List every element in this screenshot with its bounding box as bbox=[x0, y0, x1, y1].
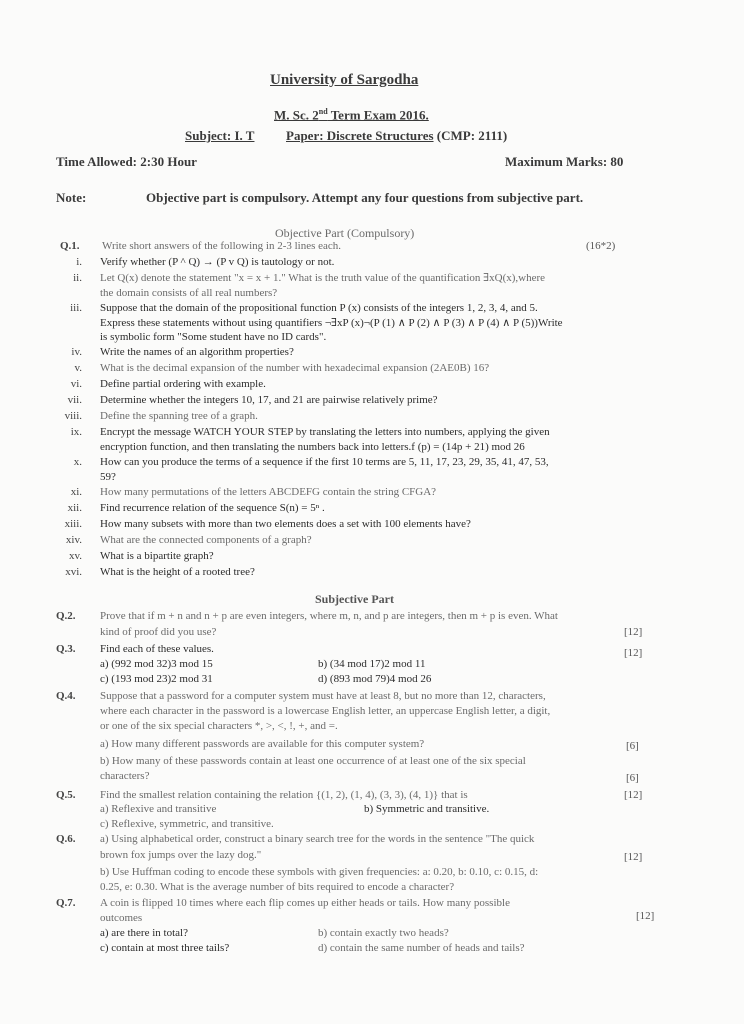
q6-line: b) Use Huffman coding to encode these symbols with given frequencies: a: 0.20, b: 0.10, c: 0.15, d: bbox=[100, 866, 539, 878]
maximum-marks: Maximum Marks: 80 bbox=[505, 154, 624, 169]
q5-part-c: c) Reflexive, symmetric, and transitive. bbox=[100, 818, 274, 830]
objective-item-number: xiv. bbox=[65, 534, 82, 546]
q2-line: Prove that if m + n and n + p are even integers, where m, n, and p are integers, then m + p is even. What bbox=[100, 610, 558, 622]
objective-item-text: Verify whether (P ^ Q) → (P v Q) is tautology or not. bbox=[100, 256, 335, 268]
q5-label: Q.5. bbox=[56, 789, 76, 801]
q4-part-b: b) How many of these passwords contain at least one occurrence of at least one of the six special bbox=[100, 755, 526, 767]
objective-item-text: is symbolic form "Some student have no ID cards". bbox=[100, 331, 327, 343]
objective-item-number: v. bbox=[74, 362, 82, 374]
objective-item-text: Determine whether the integers 10, 17, and 21 are pairwise relatively prime? bbox=[100, 394, 438, 406]
objective-item-text: Write the names of an algorithm properties? bbox=[100, 346, 294, 358]
time-allowed: Time Allowed: 2:30 Hour bbox=[56, 154, 197, 169]
q7-part-b: b) contain exactly two heads? bbox=[318, 927, 449, 939]
objective-item-text: What is the decimal expansion of the number with hexadecimal expansion (2AE0B) 16? bbox=[100, 362, 490, 374]
q5-part-a: a) Reflexive and transitive bbox=[100, 803, 217, 815]
q7-part-a: a) are there in total? bbox=[100, 927, 188, 939]
objective-item-text: What are the connected components of a graph? bbox=[100, 534, 312, 546]
q7-label: Q.7. bbox=[56, 897, 76, 909]
q6-line: brown fox jumps over the lazy dog." bbox=[100, 849, 262, 861]
note-label: Note: bbox=[56, 190, 87, 205]
objective-item-number: ii. bbox=[73, 272, 82, 284]
objective-item-text: How many subsets with more than two elements does a set with 100 elements have? bbox=[100, 518, 471, 530]
objective-item-number: xii. bbox=[67, 502, 82, 514]
objective-item-number: iii. bbox=[70, 302, 82, 314]
university-name: University of Sargodha bbox=[270, 72, 419, 88]
objective-title: Objective Part (Compulsory) bbox=[275, 226, 415, 240]
q2-line: kind of proof did you use? bbox=[100, 626, 217, 638]
q3-label: Q.3. bbox=[56, 643, 76, 655]
objective-item-number: x. bbox=[73, 456, 82, 468]
q2-marks: [12] bbox=[624, 626, 643, 638]
paper-line bbox=[286, 128, 507, 143]
q6-line: 0.25, e: 0.30. What is the average number of bits required to encode a character? bbox=[100, 881, 455, 893]
exam-title bbox=[274, 104, 429, 122]
exam-title-sup: nd bbox=[318, 107, 328, 116]
objective-item-text: What is the height of a rooted tree? bbox=[100, 566, 255, 578]
objective-item-text: Define partial ordering with example. bbox=[100, 378, 266, 390]
paper-name: Paper: Discrete Structures bbox=[286, 128, 434, 143]
objective-item-text: How many permutations of the letters ABCDEFG contain the string CFGA? bbox=[100, 486, 437, 498]
exam-title-prefix: M. Sc. 2 bbox=[274, 107, 319, 123]
q7-part-c: c) contain at most three tails? bbox=[100, 942, 230, 954]
objective-item-number: xvi. bbox=[65, 566, 82, 578]
objective-item-number: xv. bbox=[68, 550, 82, 562]
q1-intro: Write short answers of the following in 2-3 lines each. bbox=[102, 240, 342, 252]
q4-part-a-marks: [6] bbox=[626, 740, 639, 752]
objective-item-text: Encrypt the message WATCH YOUR STEP by translating the letters into numbers, applying the given bbox=[100, 426, 550, 438]
q7-line: outcomes bbox=[100, 912, 143, 924]
q5-part-b: b) Symmetric and transitive. bbox=[364, 803, 490, 815]
objective-item-text: Let Q(x) denote the statement "x = x + 1." What is the truth value of the quantification ∃xQ(x),where bbox=[100, 272, 546, 284]
q7-part-d: d) contain the same number of heads and tails? bbox=[318, 942, 525, 954]
objective-item-number: iv. bbox=[71, 346, 82, 358]
q4-line: Suppose that a password for a computer system must have at least 8, but no more than 12, characters, bbox=[100, 690, 546, 702]
subject: Subject: I. T bbox=[185, 128, 255, 143]
objective-item-text: What is a bipartite graph? bbox=[100, 550, 214, 562]
q7-marks: [12] bbox=[636, 910, 655, 922]
q3-line: Find each of these values. bbox=[100, 643, 214, 655]
objective-item-text: 59? bbox=[100, 470, 116, 483]
objective-item-text: Suppose that the domain of the propositional function P (x) consists of the integers 1, 2, 3, 4, and 5. bbox=[100, 302, 538, 314]
q6-marks: [12] bbox=[624, 851, 643, 863]
course-code: (CMP: 2111) bbox=[433, 128, 508, 143]
q6-label: Q.6. bbox=[56, 833, 76, 845]
q2-label: Q.2. bbox=[56, 610, 76, 622]
subjective-title: Subjective Part bbox=[315, 592, 394, 606]
objective-item-number: i. bbox=[76, 256, 82, 268]
q3-part-d: d) (893 mod 79)4 mod 26 bbox=[318, 673, 432, 685]
q6-line: a) Using alphabetical order, construct a binary search tree for the words in the sentence "The quick bbox=[100, 833, 535, 845]
q3-part-b: b) (34 mod 17)2 mod 11 bbox=[318, 658, 426, 670]
objective-item-text: the domain consists of all real numbers? bbox=[100, 286, 278, 299]
objective-item-text: Express these statements without using quantifiers ¬∃xP (x)¬(P (1) ∧ P (2) ∧ P (3) ∧ P (4) ∧ P (5))Write bbox=[100, 316, 563, 329]
q1-label: Q.1. bbox=[60, 240, 80, 252]
q1-marks: (16*2) bbox=[586, 240, 616, 252]
objective-item-text: How can you produce the terms of a sequence if the first 10 terms are 5, 11, 17, 23, 29, 35, 41, 47, 53, bbox=[100, 456, 549, 468]
objective-item-number: ix. bbox=[70, 426, 82, 438]
objective-item-number: viii. bbox=[64, 410, 82, 422]
objective-item-number: xi. bbox=[70, 486, 82, 498]
q4-part-b-marks: [6] bbox=[626, 772, 639, 784]
objective-item-number: xiii. bbox=[64, 518, 82, 530]
q4-part-a: a) How many different passwords are available for this computer system? bbox=[100, 738, 425, 750]
q3-part-c: c) (193 mod 23)2 mod 31 bbox=[100, 673, 213, 685]
q3-part-a: a) (992 mod 32)3 mod 15 bbox=[100, 658, 213, 670]
q7-line: A coin is flipped 10 times where each flip comes up either heads or tails. How many possible bbox=[100, 897, 510, 909]
q4-label: Q.4. bbox=[56, 690, 76, 702]
objective-item-text: Define the spanning tree of a graph. bbox=[100, 410, 258, 422]
objective-item-number: vi. bbox=[70, 378, 82, 390]
objective-item-text: Find recurrence relation of the sequence S(n) = 5ⁿ . bbox=[100, 502, 325, 514]
q4-line: where each character in the password is a lowercase English letter, an uppercase English letter, a digit, bbox=[100, 705, 551, 717]
q5-marks: [12] bbox=[624, 789, 643, 801]
exam-title-suffix: Term Exam 2016. bbox=[327, 107, 429, 123]
objective-item-text: encryption function, and then translating the numbers back into letters.f (p) = (14p + 21) mod 26 bbox=[100, 440, 525, 453]
note-text: Objective part is compulsory. Attempt any four questions from subjective part. bbox=[146, 190, 584, 205]
q3-marks: [12] bbox=[624, 647, 643, 659]
q4-line: or one of the six special characters *, >, <, !, +, and =. bbox=[100, 720, 338, 732]
q5-line: Find the smallest relation containing the relation {(1, 2), (1, 4), (3, 3), (4, 1)} that is bbox=[100, 789, 468, 801]
q4-part-b: characters? bbox=[100, 770, 150, 782]
objective-item-number: vii. bbox=[67, 394, 82, 406]
